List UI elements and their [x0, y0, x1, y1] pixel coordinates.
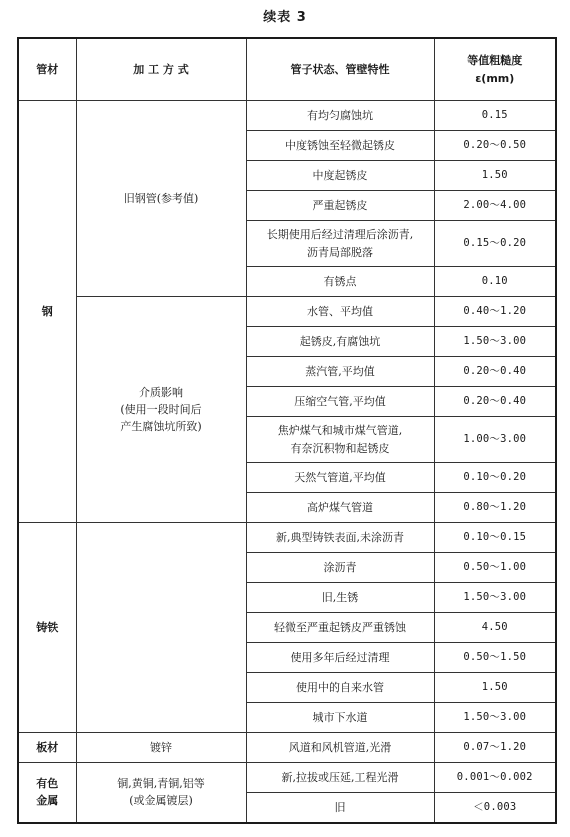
condition-cell: 有均匀腐蚀坑	[246, 101, 434, 131]
condition-cell: 天然气管道,平均值	[246, 463, 434, 493]
condition-cell: 轻微至严重起锈皮严重锈蚀	[246, 613, 434, 643]
method-old-steel: 旧钢管(参考值)	[76, 101, 246, 297]
header-material: 管材	[18, 38, 76, 101]
condition-cell: 城市下水道	[246, 703, 434, 733]
condition-line: 沥青局部脱落	[307, 245, 373, 259]
value-cell: 0.20～0.40	[434, 387, 556, 417]
value-cell: 0.15～0.20	[434, 221, 556, 267]
group-nonferrous	[18, 763, 76, 823]
group-sheet: 板材	[18, 733, 76, 763]
method-line: (或金属镀层)	[129, 794, 193, 808]
method-empty	[76, 523, 246, 733]
method-line: 铜,黄铜,青铜,铝等	[117, 777, 205, 791]
value-cell: 0.80～1.20	[434, 493, 556, 523]
value-cell: 0.10～0.15	[434, 523, 556, 553]
roughness-table	[17, 37, 557, 824]
value-cell: 0.50～1.50	[434, 643, 556, 673]
header-condition: 管子状态、管壁特性	[246, 38, 434, 101]
header-method: 加 工 方 式	[76, 38, 246, 101]
value-cell: 0.001～0.002	[434, 763, 556, 793]
table-row	[18, 297, 556, 327]
value-cell: 1.50～3.00	[434, 327, 556, 357]
condition-line: 有奈沉积物和起锈皮	[290, 441, 390, 455]
condition-cell: 水管、平均值	[246, 297, 434, 327]
condition-cell: 新,拉拔或压延,工程光滑	[246, 763, 434, 793]
condition-line: 焦炉煤气和城市煤气管道,	[277, 424, 403, 438]
condition-cell: 旧,生锈	[246, 583, 434, 613]
condition-cell	[246, 221, 434, 267]
condition-cell: 起锈皮,有腐蚀坑	[246, 327, 434, 357]
value-cell: 0.20～0.50	[434, 131, 556, 161]
condition-cell: 新,典型铸铁表面,未涂沥青	[246, 523, 434, 553]
value-cell: 0.07～1.20	[434, 733, 556, 763]
value-cell: 0.10～0.20	[434, 463, 556, 493]
condition-cell: 涂沥青	[246, 553, 434, 583]
value-cell: 1.00～3.00	[434, 417, 556, 463]
condition-cell: 风道和风机管道,光滑	[246, 733, 434, 763]
condition-cell: 有锈点	[246, 267, 434, 297]
value-cell: 1.50	[434, 673, 556, 703]
table-row	[18, 763, 556, 793]
header-roughness-line2: ε(mm)	[475, 71, 515, 85]
method-copper	[76, 763, 246, 823]
group-line: 有色	[36, 777, 59, 791]
value-cell: 1.50～3.00	[434, 703, 556, 733]
value-cell: 2.00～4.00	[434, 191, 556, 221]
value-cell: 0.15	[434, 101, 556, 131]
table-title: 续表 3	[263, 10, 307, 25]
table-row	[18, 523, 556, 553]
header-row	[18, 38, 556, 101]
value-cell: 4.50	[434, 613, 556, 643]
condition-cell	[246, 417, 434, 463]
group-line: 金属	[36, 794, 59, 808]
condition-cell: 使用多年后经过清理	[246, 643, 434, 673]
condition-cell: 蒸汽管,平均值	[246, 357, 434, 387]
header-roughness	[434, 38, 556, 101]
method-line: 介质影响	[139, 385, 183, 399]
value-cell: 0.50～1.00	[434, 553, 556, 583]
table-row	[18, 101, 556, 131]
condition-cell: 使用中的自来水管	[246, 673, 434, 703]
group-cast-iron: 铸铁	[18, 523, 76, 733]
value-cell: 0.10	[434, 267, 556, 297]
condition-cell: 中度起锈皮	[246, 161, 434, 191]
method-line: (使用一段时间后	[120, 402, 202, 416]
condition-line: 长期使用后经过清理后涂沥青,	[266, 228, 414, 242]
value-cell: 1.50	[434, 161, 556, 191]
group-steel: 钢	[18, 101, 76, 523]
table-row	[18, 733, 556, 763]
method-line: 产生腐蚀坑所致)	[120, 420, 202, 434]
value-cell: 0.40～1.20	[434, 297, 556, 327]
value-cell: ＜0.003	[434, 793, 556, 823]
method-medium	[76, 297, 246, 523]
value-cell: 1.50～3.00	[434, 583, 556, 613]
value-cell: 0.20～0.40	[434, 357, 556, 387]
condition-cell: 压缩空气管,平均值	[246, 387, 434, 417]
method-galvanized: 镀锌	[76, 733, 246, 763]
header-roughness-line1: 等值粗糙度	[467, 54, 523, 68]
condition-cell: 中度锈蚀至轻微起锈皮	[246, 131, 434, 161]
condition-cell: 旧	[246, 793, 434, 823]
condition-cell: 高炉煤气管道	[246, 493, 434, 523]
condition-cell: 严重起锈皮	[246, 191, 434, 221]
